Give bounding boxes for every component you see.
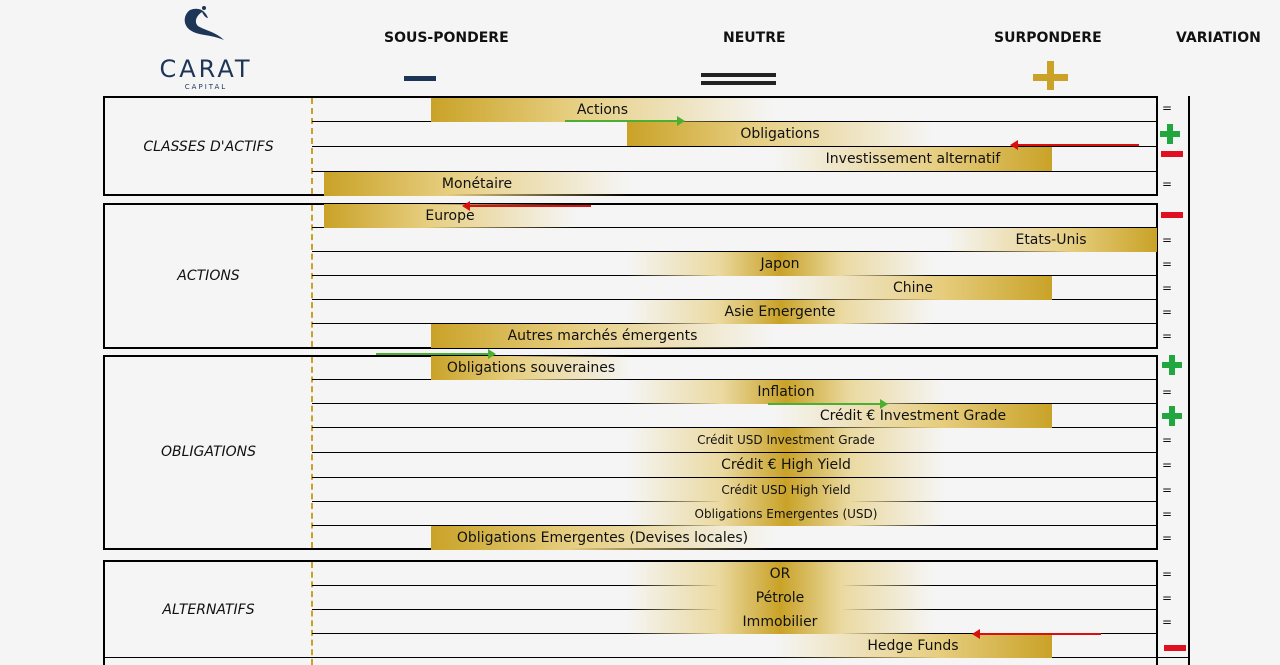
header-variation: VARIATION xyxy=(1176,30,1261,46)
overweight-plus-icon-vertical xyxy=(1047,61,1054,90)
variation-equal: = xyxy=(1162,433,1173,447)
reference-dashed-line xyxy=(311,562,313,665)
section-label-alternatifs: ALTERNATIFS xyxy=(162,602,255,618)
carat-logo-icon xyxy=(180,4,228,46)
section-label-actions: ACTIONS xyxy=(177,268,240,284)
variation-equal: = xyxy=(1162,305,1173,319)
row-monetaire: Monétaire xyxy=(324,172,630,196)
variation-minus-icon xyxy=(1161,212,1183,218)
red-arrow-left xyxy=(1016,144,1139,146)
row-hedge-funds: Hedge Funds xyxy=(774,634,1052,658)
variation-equal: = xyxy=(1162,507,1173,521)
row-inflation: Inflation xyxy=(627,380,945,404)
variation-equal: = xyxy=(1162,567,1173,581)
row-europe: Europe xyxy=(324,204,576,228)
variation-equal: = xyxy=(1162,233,1173,247)
variation-equal: = xyxy=(1162,101,1173,115)
green-arrow-right xyxy=(376,353,494,355)
row-immobilier: Immobilier xyxy=(627,610,933,634)
header-over: SURPONDERE xyxy=(994,30,1102,46)
row-obligations-souveraines: Obligations souveraines xyxy=(431,356,631,380)
row-japon: Japon xyxy=(627,252,933,276)
header-under: SOUS-PONDERE xyxy=(384,30,509,46)
variation-equal: = xyxy=(1162,458,1173,472)
section-label-obligations: OBLIGATIONS xyxy=(160,444,257,460)
row-autres-emergents: Autres marchés émergents xyxy=(431,324,774,348)
variation-equal: = xyxy=(1162,385,1173,399)
section-label-classes: CLASSES D'ACTIFS xyxy=(143,139,274,155)
variation-minus-icon xyxy=(1161,151,1183,157)
row-actions: Actions xyxy=(431,98,774,122)
variation-equal: = xyxy=(1162,177,1173,191)
variation-plus-icon xyxy=(1160,124,1180,144)
brand-name: CARAT xyxy=(159,55,253,83)
green-arrow-right xyxy=(768,403,886,405)
variation-equal: = xyxy=(1162,281,1173,295)
header-neutral: NEUTRE xyxy=(723,30,786,46)
neutral-equal-icon xyxy=(701,73,776,77)
row-obligations: Obligations xyxy=(627,122,933,146)
green-arrow-right xyxy=(565,120,683,122)
row-oblig-emergentes-usd: Obligations Emergentes (USD) xyxy=(627,502,945,526)
row-chine: Chine xyxy=(774,276,1052,300)
red-arrow-left xyxy=(978,633,1101,635)
variation-equal: = xyxy=(1162,531,1173,545)
variation-equal: = xyxy=(1162,257,1173,271)
variation-equal: = xyxy=(1162,329,1173,343)
row-credit-eur-hy: Crédit € High Yield xyxy=(627,453,945,477)
row-investissement-alternatif: Investissement alternatif xyxy=(774,147,1052,171)
row-petrole: Pétrole xyxy=(627,586,933,610)
variation-equal: = xyxy=(1162,591,1173,605)
brand-sub: CAPITAL xyxy=(184,83,228,91)
row-credit-eur-ig: Crédit € Investment Grade xyxy=(774,404,1052,428)
row-credit-usd-hy: Crédit USD High Yield xyxy=(627,478,945,502)
row-asie-emergente: Asie Emergente xyxy=(627,300,933,324)
variation-equal: = xyxy=(1162,615,1173,629)
row-or: OR xyxy=(627,562,933,586)
red-arrow-left xyxy=(468,205,591,207)
underweight-minus-icon xyxy=(404,76,436,81)
row-etats-unis: Etats-Unis xyxy=(945,228,1157,252)
variation-equal: = xyxy=(1162,483,1173,497)
variation-plus-icon xyxy=(1162,355,1182,375)
row-oblig-emergentes-locales: Obligations Emergentes (Devises locales) xyxy=(431,526,774,550)
neutral-equal-icon-line xyxy=(701,81,776,85)
row-credit-usd-ig: Crédit USD Investment Grade xyxy=(627,428,945,452)
variation-plus-icon xyxy=(1162,406,1182,426)
variation-minus-icon xyxy=(1164,645,1186,651)
